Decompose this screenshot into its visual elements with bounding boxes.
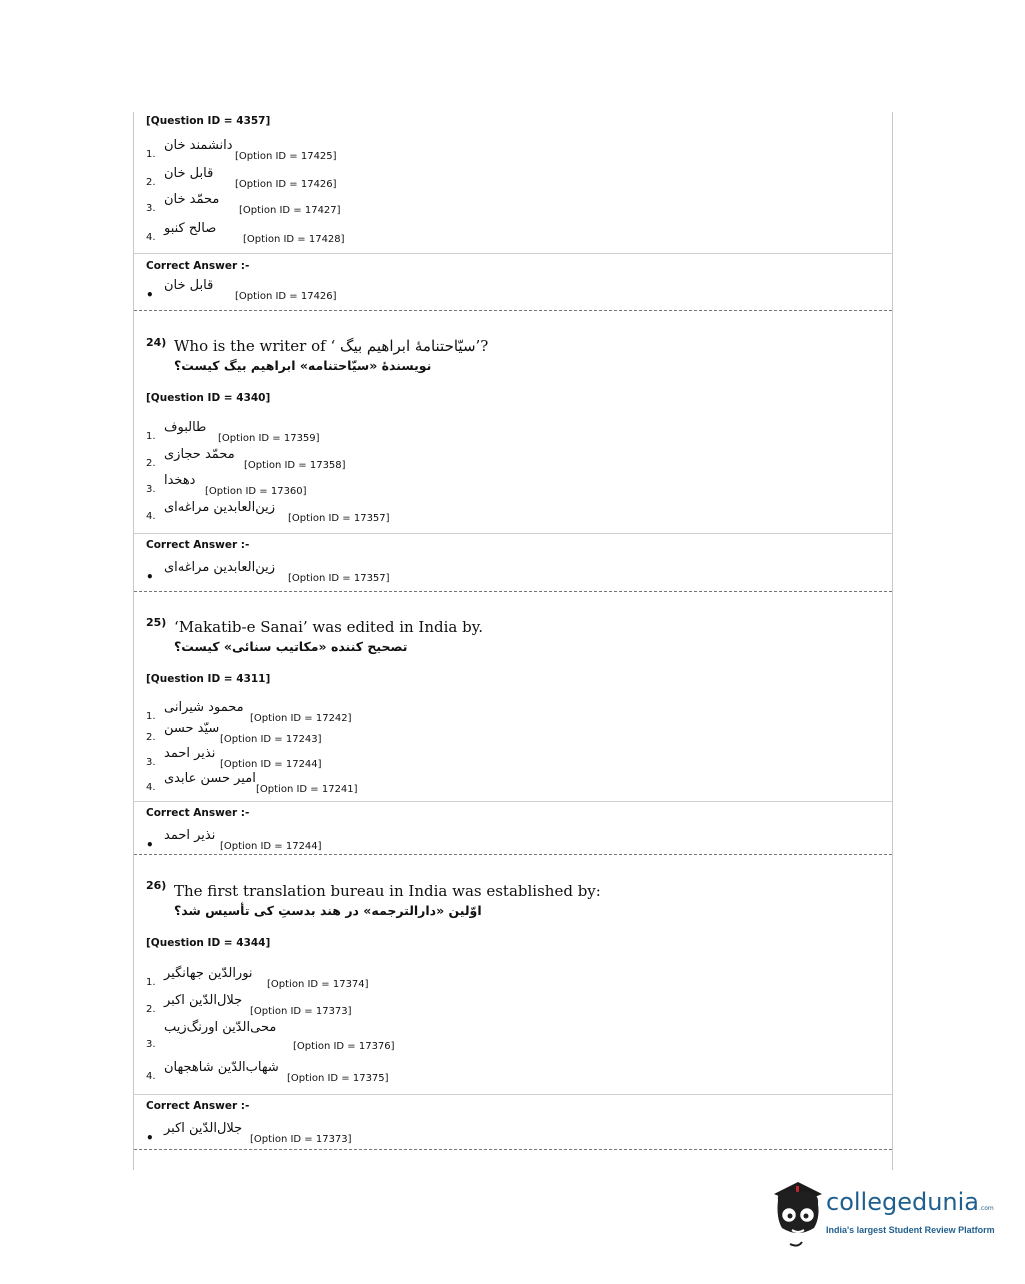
question-number: 26) [146,879,167,892]
option-text: زین‌العابدین مراغه‌ای [164,500,275,515]
option-4 [146,500,706,524]
option-1 [146,420,706,444]
bullet: • [146,1131,154,1145]
option-id: [Option ID = 17244] [220,759,322,770]
option-text: سیّد حسن [164,721,220,736]
question-id: [Question ID = 4357] [146,115,271,127]
correct-answer [146,560,706,584]
question-text-persian: نویسندهٔ «سیّاحتنامه» ابراهیم بیگ کیست؟ [174,358,432,373]
question-id: [Question ID = 4311] [146,673,271,685]
option-2 [146,721,706,745]
option-id: [Option ID = 17242] [250,713,352,724]
correct-answer-text: نذیر احمد [164,828,216,843]
question-text-english: Who is the writer of ‘ سیّاحتنامهٔ ابراهیم بیگ’? [174,337,489,355]
question-separator [134,310,892,311]
option-text: نورالدّین جهانگیر [164,966,253,981]
option-3 [146,746,706,770]
correct-answer [146,278,706,302]
option-number: 3. [146,484,156,495]
bullet: • [146,570,154,584]
question-text-persian: اوّلین «دارالترجمه» در هند بدستِ کی تأسیس شد؟ [174,903,482,918]
option-text: دانشمند خان [164,138,233,153]
question-number: 24) [146,336,167,349]
correct-answer-option-id: [Option ID = 17426] [235,291,337,302]
option-2 [146,166,706,190]
option-number: 4. [146,782,156,793]
option-id: [Option ID = 17360] [205,486,307,497]
question-number: 25) [146,616,167,629]
correct-answer-option-id: [Option ID = 17357] [288,573,390,584]
divider [134,801,892,802]
option-text: صالح کنبو [164,221,217,236]
question-separator [134,854,892,855]
question-text-english: ‘Makatib-e Sanai’ was edited in India by. [174,618,483,636]
option-text: دهخدا [164,473,196,488]
option-number: 2. [146,1004,156,1015]
divider [134,533,892,534]
correct-answer [146,1121,706,1145]
option-id: [Option ID = 17374] [267,979,369,990]
correct-answer-label: Correct Answer :- [146,539,250,551]
option-id: [Option ID = 17243] [220,734,322,745]
option-2 [146,447,706,471]
option-id: [Option ID = 17376] [293,1041,395,1052]
option-number: 2. [146,177,156,188]
option-3 [146,473,706,497]
correct-answer-text: زین‌العابدین مراغه‌ای [164,560,275,575]
logo-name-text: collegedunia [826,1188,980,1216]
option-text: امیر حسن عابدی [164,771,256,786]
option-number: 3. [146,757,156,768]
option-4 [146,771,706,795]
bullet: • [146,288,154,302]
option-text: نذیر احمد [164,746,216,761]
question-id: [Question ID = 4340] [146,392,271,404]
option-number: 1. [146,431,156,442]
option-id: [Option ID = 17358] [244,460,346,471]
correct-answer-label: Correct Answer :- [146,260,250,272]
option-number: 1. [146,149,156,160]
logo-tagline: India's largest Student Review Platform [826,1225,995,1235]
option-number: 1. [146,977,156,988]
logo-suffix: .com [979,1205,994,1212]
correct-answer-option-id: [Option ID = 17244] [220,841,322,852]
collegedunia-logo [768,1178,998,1248]
option-id: [Option ID = 17375] [287,1073,389,1084]
option-3 [146,1020,706,1052]
option-4 [146,1060,706,1084]
option-text: قابل خان [164,166,214,181]
option-text: محمود شیرانی [164,700,244,715]
option-text: طالبوف [164,420,207,435]
option-number: 3. [146,1039,156,1050]
option-id: [Option ID = 17357] [288,513,390,524]
option-id: [Option ID = 17241] [256,784,358,795]
option-id: [Option ID = 17425] [235,151,337,162]
option-1 [146,966,706,990]
question-id: [Question ID = 4344] [146,937,271,949]
correct-answer-text: جلال‌الدّین اکبر [164,1121,243,1136]
logo-wordmark [826,1188,994,1216]
question-text-english: The first translation bureau in India was established by: [174,882,601,900]
divider [134,1094,892,1095]
correct-answer [146,828,706,852]
option-2 [146,993,706,1017]
option-text: جلال‌الدّین اکبر [164,993,243,1008]
option-id: [Option ID = 17426] [235,179,337,190]
option-number: 4. [146,232,156,243]
option-id: [Option ID = 17373] [250,1006,352,1017]
option-number: 3. [146,203,156,214]
option-id: [Option ID = 17428] [243,234,345,245]
option-number: 4. [146,1071,156,1082]
correct-answer-text: قابل خان [164,278,214,293]
option-id: [Option ID = 17359] [218,433,320,444]
option-4 [146,221,706,245]
option-number: 2. [146,458,156,469]
question-separator [134,1149,892,1150]
option-text: محی‌الدّین اورنگ‌زیب [164,1020,277,1035]
option-number: 2. [146,732,156,743]
option-text: محمّد حجازی [164,447,235,462]
question-text-persian: تصحیح کننده «مکاتیب سنائی» کیست؟ [174,639,408,654]
option-id: [Option ID = 17427] [239,205,341,216]
option-number: 1. [146,711,156,722]
option-3 [146,192,706,216]
correct-answer-option-id: [Option ID = 17373] [250,1134,352,1145]
option-text: محمّد خان [164,192,220,207]
question-paper-sheet [133,112,893,1170]
divider [134,253,892,254]
mascot-icon [768,1178,826,1248]
option-1 [146,138,706,162]
option-text: شهاب‌الدّین شاهجهان [164,1060,279,1075]
option-number: 4. [146,511,156,522]
correct-answer-label: Correct Answer :- [146,807,250,819]
bullet: • [146,838,154,852]
question-separator [134,591,892,592]
correct-answer-label: Correct Answer :- [146,1100,250,1112]
